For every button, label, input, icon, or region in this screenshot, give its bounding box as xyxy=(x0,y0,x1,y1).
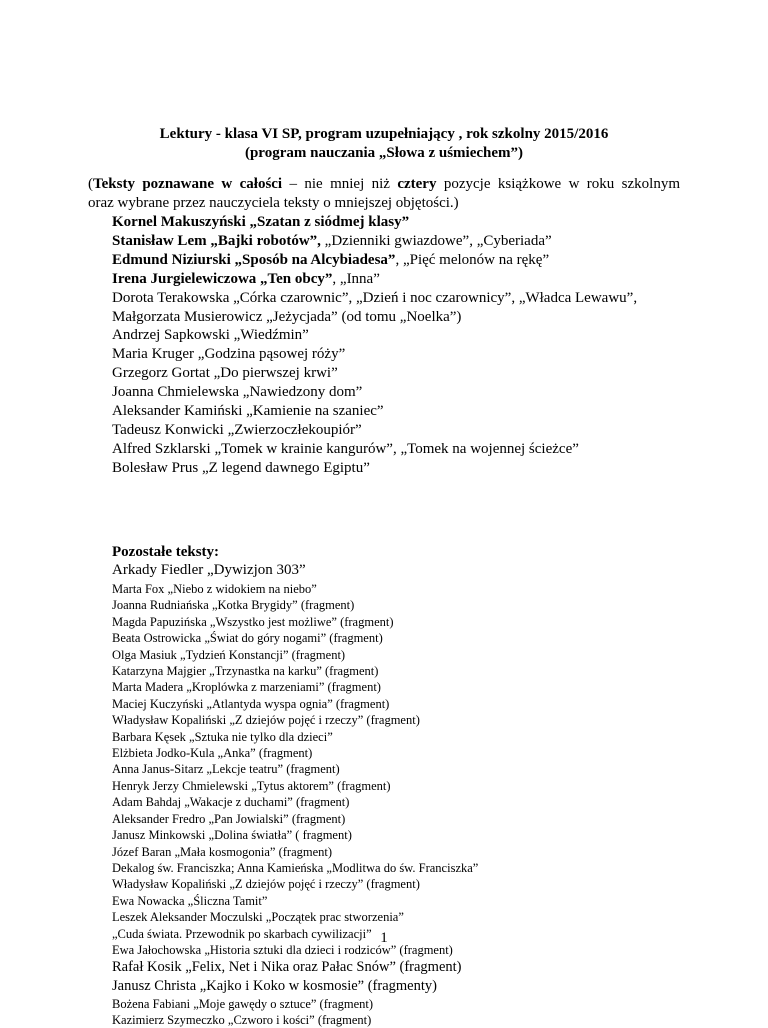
other-text-item: Józef Baran „Mała kosmogonia” (fragment) xyxy=(112,844,333,859)
other-text-item: Marta Madera „Kroplówka z marzeniami” (fragment) xyxy=(112,680,381,695)
other-texts-heading: Pozostałe teksty: xyxy=(112,544,220,560)
other-text-item: Dekalog św. Franciszka; Anna Kamieńska „Modlitwa do św. Franciszka” xyxy=(112,860,479,875)
reading-item-text: Joanna Chmielewska „Nawiedzony dom” xyxy=(112,384,363,401)
reading-item-bold: Irena Jurgielewiczowa „Ten obcy” xyxy=(112,270,333,287)
required-readings-list xyxy=(112,213,637,478)
reading-item-bold: Stanisław Lem „Bajki robotów”, xyxy=(112,232,321,249)
other-text-item: Adam Bahdaj „Wakacje z duchami” (fragment) xyxy=(112,795,350,810)
reading-item-bold: Kornel Makuszyński „Szatan z siódmej klasy” xyxy=(112,214,410,230)
intro-line-2: oraz wybrane przez nauczyciela teksty o mniejszej objętości.) xyxy=(88,195,459,211)
other-text-item: Katarzyna Majgier „Trzynastka na karku” (fragment) xyxy=(112,664,379,679)
other-text-item: Władysław Kopaliński „Z dziejów pojęć i rzeczy” (fragment) xyxy=(112,877,420,892)
title-line-1: Lektury - klasa VI SP, program uzupełniający , rok szkolny 2015/2016 xyxy=(159,126,609,142)
reading-item-text: Aleksander Kamiński „Kamienie na szaniec” xyxy=(112,403,384,420)
other-text-item: Anna Janus-Sitarz „Lekcje teatru” (fragment) xyxy=(112,762,340,777)
other-text-item: Aleksander Fredro „Pan Jowialski” (fragment) xyxy=(112,811,346,826)
other-text-item: Joanna Rudniańska „Kotka Brygidy” (fragment) xyxy=(112,598,355,613)
intro-mid-2: pozycje książkowe w roku szkolnym xyxy=(436,176,681,192)
other-text-item: Janusz Christa „Kajko i Koko w kosmosie” (fragmenty) xyxy=(112,977,437,994)
reading-item-text: Grzegorz Gortat „Do pierwszej krwi” xyxy=(112,365,338,382)
intro-open-paren: ( xyxy=(88,176,93,192)
other-text-item: Olga Masiuk „Tydzień Konstancji” (fragment) xyxy=(112,647,346,662)
reading-item xyxy=(112,232,637,251)
reading-item xyxy=(112,326,637,345)
document-title xyxy=(0,125,768,163)
page-number: 1 xyxy=(380,930,388,946)
other-text-item: Beata Ostrowicka „Świat do góry nogami” (fragment) xyxy=(112,631,383,646)
reading-item-text: Dorota Terakowska „Córka czarownic”, „Dzień i noc czarownicy”, „Władca Lewawu”, xyxy=(112,289,638,306)
intro-paragraph xyxy=(88,175,680,213)
reading-item xyxy=(112,308,637,327)
other-text-item: Bożena Fabiani „Moje gawędy o sztuce” (fragment) xyxy=(112,996,374,1011)
intro-line-1 xyxy=(88,175,680,194)
reading-item xyxy=(112,421,637,440)
reading-item xyxy=(112,289,637,308)
reading-item-text: Andrzej Sapkowski „Wiedźmin” xyxy=(112,327,309,344)
reading-item-text: Bolesław Prus „Z legend dawnego Egiptu” xyxy=(112,459,370,476)
reading-item-text: , „Pięć melonów na rękę” xyxy=(395,251,550,268)
reading-item-text: Alfred Szklarski „Tomek w krainie kangurów”, „Tomek na wojennej ścieżce” xyxy=(112,440,579,457)
other-text-item: Maciej Kuczyński „Atlantyda wyspa ognia” (fragment) xyxy=(112,696,390,711)
reading-item xyxy=(112,345,637,364)
reading-item xyxy=(112,402,637,421)
other-text-item: Leszek Aleksander Moczulski „Początek prac stworzenia” xyxy=(112,910,404,925)
reading-item xyxy=(112,364,637,383)
other-text-item: Elżbieta Jodko-Kula „Anka” (fragment) xyxy=(112,746,313,761)
other-text-item: Janusz Minkowski „Dolina światła” ( fragment) xyxy=(112,828,352,843)
reading-item xyxy=(112,270,637,289)
reading-item-bold: Edmund Niziurski „Sposób na Alcybiadesa” xyxy=(112,251,396,268)
reading-item xyxy=(112,440,637,459)
other-text-item: Marta Fox „Niebo z widokiem na niebo” xyxy=(112,582,317,596)
reading-item-text: „Dzienniki gwiazdowe”, „Cyberiada” xyxy=(320,232,552,249)
intro-bold-2: cztery xyxy=(397,176,437,192)
reading-item-text: Tadeusz Konwicki „Zwierzoczłekoupiór” xyxy=(112,421,362,438)
reading-item-text: , „Inna” xyxy=(332,270,380,287)
reading-item xyxy=(112,383,637,402)
other-text-item: Władysław Kopaliński „Z dziejów pojęć i rzeczy” (fragment) xyxy=(112,713,420,728)
reading-item-text: Małgorzata Musierowicz „Jeżycjada” (od tomu „Noelka”) xyxy=(112,308,462,325)
other-text-item: Henryk Jerzy Chmielewski „Tytus aktorem” (fragment) xyxy=(112,778,391,793)
title-line-2: (program nauczania „Słowa z uśmiechem”) xyxy=(244,145,524,161)
intro-bold-1: Teksty poznawane w całości xyxy=(93,176,283,192)
other-text-item: Barbara Kęsek „Sztuka nie tylko dla dzieci” xyxy=(112,729,333,744)
reading-item xyxy=(112,459,637,478)
other-text-item: Rafał Kosik „Felix, Net i Nika oraz Pałac Snów” (fragment) xyxy=(112,959,462,976)
other-text-item: Ewa Jałochowska „Historia sztuki dla dzieci i rodziców” (fragment) xyxy=(112,942,453,957)
reading-item-text: Maria Kruger „Godzina pąsowej róży” xyxy=(112,346,346,363)
reading-item xyxy=(112,251,637,270)
other-text-item: Magda Papuzińska „Wszystko jest możliwe” (fragment) xyxy=(112,614,394,629)
other-text-item: Ewa Nowacka „Śliczna Tamit” xyxy=(112,893,268,908)
other-text-item: „Cuda świata. Przewodnik po skarbach cywilizacji” xyxy=(112,926,372,941)
reading-item xyxy=(112,213,637,232)
other-texts-list xyxy=(112,581,478,1028)
fiedler-entry: Arkady Fiedler „Dywizjon 303” xyxy=(112,562,306,578)
intro-mid-1: – nie mniej niż xyxy=(282,176,398,192)
other-text-item: Kazimierz Szymeczko „Czworo i kości” (fragment) xyxy=(112,1012,372,1027)
